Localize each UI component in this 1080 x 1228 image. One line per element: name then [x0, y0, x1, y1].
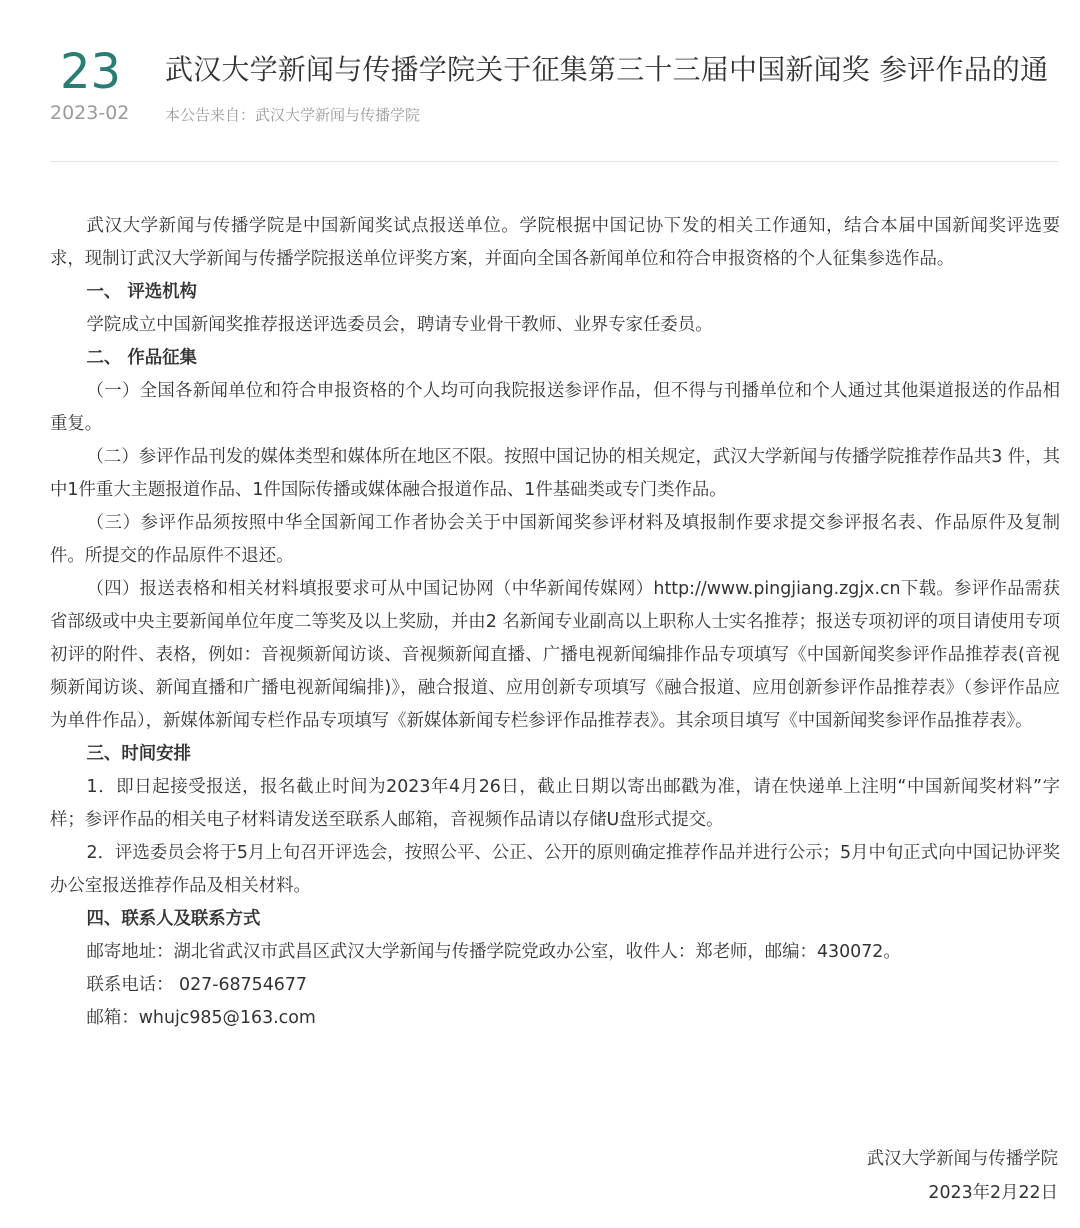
collection-item-2: （二）参评作品刊发的媒体类型和媒体所在地区不限。按照中国记协的相关规定，武汉大学新闻与传播学院推荐作品共3 件，其中1件重大主题报道作品、1件国际传播或媒体融合报道作品、1件基础类或专门类作品。	[50, 447, 1060, 500]
footer-date: 2023年2月22日	[928, 1183, 1058, 1203]
contact-phone: 联系电话： 027-68754677	[86, 975, 307, 995]
section-heading-collection: 二、 作品征集	[86, 348, 197, 368]
intro-paragraph: 武汉大学新闻与传播学院是中国新闻奖试点报送单位。学院根据中国记协下发的相关工作通知，结合本届中国新闻奖评选要求，现制订武汉大学新闻与传播学院报送单位评奖方案，并面向全国各新闻单位和符合申报资格的个人征集参选作品。	[50, 216, 1060, 269]
collection-item-4: （四）报送表格和相关材料填报要求可从中国记协网（中华新闻传媒网）http://www.pingjiang.zgjx.cn下载。参评作品需获省部级或中央主要新闻单位年度二等奖及以上奖励，并由2 名新闻专业副高以上职称人士实名推荐；报送专项初评的项目请使用专项初评的附件、表格，例如：音视频新闻访谈、音视频新闻直播、广播电视新闻编排作品专项填写《中国新闻奖参评作品推荐表(音视频新闻访谈、新闻直播和广播电视新闻编排)》，融合报道、应用创新专项填写《融合报道、应用创新参评作品推荐表》（参评作品应为单件作品），新媒体新闻专栏作品专项填写《新媒体新闻专栏参评作品推荐表》。其余项目填写《中国新闻奖参评作品推荐表》。	[50, 579, 1060, 731]
collection-item-1: （一）全国各新闻单位和符合申报资格的个人均可向我院报送参评作品，但不得与刊播单位和个人通过其他渠道报送的作品相重复。	[50, 381, 1060, 434]
section-heading-committee: 一、 评选机构	[86, 282, 197, 302]
notice-title[interactable]: 武汉大学新闻与传播学院关于征集第三十三届中国新闻奖 参评作品的通	[165, 53, 1049, 86]
schedule-item-2: 2．评选委员会将于5月上旬召开评选会，按照公平、公正、公开的原则确定推荐作品并进行公示；5月中旬正式向中国记协评奖办公室报送推荐作品及相关材料。	[50, 843, 1060, 896]
section-heading-schedule: 三、时间安排	[86, 744, 191, 764]
contact-address: 邮寄地址：湖北省武汉市武昌区武汉大学新闻与传播学院党政办公室，收件人：郑老师，邮编：430072。	[86, 942, 901, 962]
notice-footer	[867, 1142, 1058, 1210]
notice-source: 本公告来自：武汉大学新闻与传播学院	[165, 106, 421, 124]
footer-org: 武汉大学新闻与传播学院	[866, 1149, 1058, 1169]
date-year-month: 2023-02	[50, 102, 130, 124]
notice-body	[50, 210, 1060, 1035]
collection-item-3: （三）参评作品须按照中华全国新闻工作者协会关于中国新闻奖参评材料及填报制作要求提交参评报名表、作品原件及复制件。所提交的作品原件不退还。	[50, 513, 1060, 566]
schedule-item-1: 1．即日起接受报送，报名截止时间为2023年4月26日，截止日期以寄出邮戳为准，请在快递单上注明“中国新闻奖材料”字样；参评作品的相关电子材料请发送至联系人邮箱，音视频作品请以存储U盘形式提交。	[50, 777, 1060, 830]
section-heading-contact: 四、联系人及联系方式	[86, 909, 261, 929]
divider	[50, 161, 1058, 162]
section-committee-text: 学院成立中国新闻奖推荐报送评选委员会，聘请专业骨干教师、业界专家任委员。	[86, 315, 713, 335]
contact-email: 邮箱：whujc985@163.com	[86, 1008, 316, 1028]
date-day: 23	[60, 44, 122, 100]
notice-header	[0, 0, 1080, 162]
